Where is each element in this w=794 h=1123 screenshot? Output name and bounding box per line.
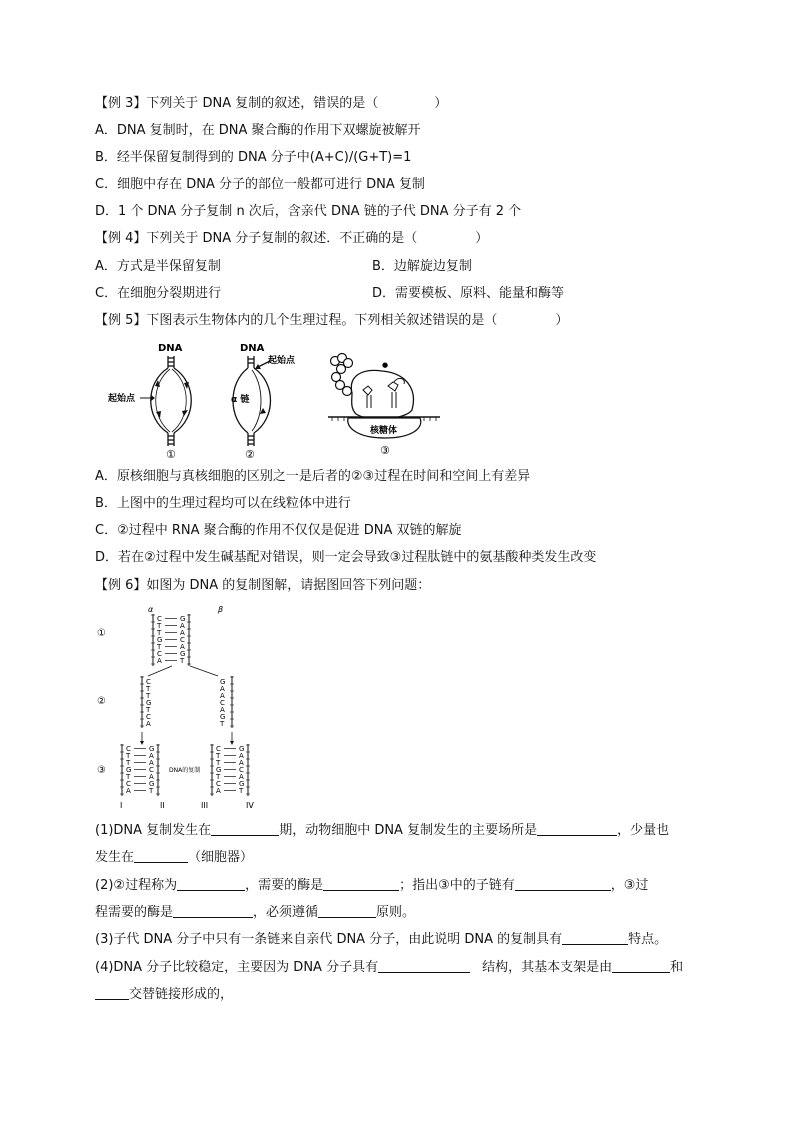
ex6-q1-blank-2[interactable] bbox=[537, 821, 617, 836]
ex5-origin-label-1: 起始点 bbox=[108, 394, 136, 404]
ex6-q3-blank-1[interactable] bbox=[562, 930, 628, 945]
ex3-title: 【例 3】下列关于 DNA 复制的叙述，错误的是（ bbox=[95, 96, 379, 111]
ex6-step-2: ② bbox=[97, 696, 106, 707]
ex6-q3-text-a: (3)子代 DNA 分子中只有一条链来自亲代 DNA 分子，由此说明 DNA 的复制具有 bbox=[95, 932, 563, 947]
ex6-caption: DNA的复制 bbox=[169, 767, 201, 774]
separated-left-base: C bbox=[146, 713, 151, 721]
ex6-q4-text-d: 交替链接形成的， bbox=[129, 987, 234, 1002]
ex5-ribosome-label: 核糖体 bbox=[370, 426, 398, 436]
ex6-dna-replication-figure bbox=[92, 600, 282, 810]
ex5-dna-label-1: DNA bbox=[158, 343, 183, 354]
daughter-1-left-base: G bbox=[126, 766, 132, 774]
ex5-num-1: ① bbox=[166, 448, 176, 458]
daughter-1-right-base: T bbox=[149, 787, 154, 795]
separated-right-base: C bbox=[220, 699, 225, 707]
separated-right-base: A bbox=[220, 692, 225, 700]
separated-left-base: C bbox=[146, 678, 151, 686]
ex6-chain-iii: III bbox=[201, 801, 209, 810]
ex6-q4-line1 bbox=[95, 958, 683, 978]
separated-left-base: A bbox=[146, 720, 151, 728]
separated-right-base: T bbox=[220, 720, 225, 728]
daughter-1-left-base: C bbox=[126, 745, 131, 753]
ex6-q2-text-c: ；指出③中的子链有 bbox=[399, 878, 515, 893]
ex6-chain-ii: II bbox=[160, 801, 165, 810]
parent-right-base: C bbox=[180, 636, 185, 644]
ex5-dna-label-2: DNA bbox=[240, 343, 265, 354]
daughter-2-left-base: G bbox=[216, 766, 222, 774]
separated-right-base: G bbox=[220, 678, 226, 686]
ex6-q4-blank-2[interactable] bbox=[612, 958, 670, 973]
daughter-2-left-base: A bbox=[216, 787, 221, 795]
ex5-option-d: D．若在②过程中发生碱基配对错误，则一定会导致③过程肽链中的氨基酸种类发生改变 bbox=[95, 550, 597, 565]
daughter-2-right-base: T bbox=[239, 787, 244, 795]
daughter-1-left-base: A bbox=[126, 787, 131, 795]
separated-left-base: T bbox=[146, 706, 151, 714]
daughter-2-left-base: C bbox=[216, 780, 221, 788]
daughter-2-right-base: C bbox=[239, 766, 244, 774]
ex6-step-1: ① bbox=[97, 628, 106, 639]
ex6-alpha-label: α bbox=[148, 605, 154, 614]
ex6-chain-iv: IV bbox=[246, 801, 254, 810]
ex4-option-b: B．边解旋边复制 bbox=[372, 259, 472, 274]
ex5-question bbox=[95, 311, 568, 331]
ex6-q4-text-a: (4)DNA 分子比较稳定，主要因为 DNA 分子具有 bbox=[95, 960, 379, 975]
ex6-q2-text-g: 原则。 bbox=[376, 905, 416, 920]
ex5-option-b: B．上图中的生理过程均可以在线粒体中进行 bbox=[95, 496, 351, 511]
ex4-option-c: C．在细胞分裂期进行 bbox=[95, 286, 222, 301]
daughter-2-right-base: G bbox=[239, 780, 245, 788]
translation-diagram bbox=[328, 354, 440, 458]
ex6-q4-text-b: 结构，其基本支架是由 bbox=[482, 960, 613, 975]
ex6-q2-line2 bbox=[95, 903, 415, 923]
ex6-q2-text-e: 程需要的酶是 bbox=[95, 905, 174, 920]
ex6-beta-label: β bbox=[218, 605, 224, 614]
arrow-line bbox=[190, 666, 218, 676]
daughter-1-left-base: T bbox=[126, 759, 131, 767]
ex6-q1-blank-1[interactable] bbox=[211, 821, 279, 836]
ex5-origin-label-2: 起始点 bbox=[268, 356, 296, 366]
arrow-line bbox=[148, 666, 172, 676]
ex6-q1-blank-3[interactable] bbox=[134, 848, 188, 863]
ex3-question bbox=[95, 94, 447, 114]
ex6-q1-text-c: ，少量也 bbox=[617, 823, 670, 838]
separated-left-base: G bbox=[146, 699, 152, 707]
ex4-option-d: D．需要模板、原料、能量和酶等 bbox=[372, 286, 565, 301]
daughter-2-right-base: A bbox=[239, 759, 244, 767]
ex5-trna-letters: ● bbox=[382, 361, 389, 369]
daughter-2-right-base: A bbox=[239, 773, 244, 781]
ex5-option-a: A．原核细胞与真核细胞的区别之一是后者的②③过程在时间和空间上有差异 bbox=[95, 469, 531, 484]
ex5-option-c: C．②过程中 RNA 聚合酶的作用不仅仅是促进 DNA 双链的解旋 bbox=[95, 523, 462, 538]
ex3-option-a: A．DNA 复制时，在 DNA 聚合酶的作用下双螺旋被解开 bbox=[95, 123, 421, 138]
parent-right-base: T bbox=[180, 657, 185, 665]
daughter-2-right-base: A bbox=[239, 752, 244, 760]
daughter-1-right-base: C bbox=[149, 766, 154, 774]
daughter-1-right-base: A bbox=[149, 752, 154, 760]
ex6-q2-blank-3[interactable] bbox=[515, 876, 611, 891]
parent-left-base: T bbox=[157, 629, 162, 637]
separated-left-base: T bbox=[146, 692, 151, 700]
ex5-figure bbox=[100, 338, 460, 458]
ex6-q3-text-b: 特点。 bbox=[628, 932, 668, 947]
daughter-1-right-base: G bbox=[149, 780, 155, 788]
transcription-diagram bbox=[231, 343, 296, 458]
daughter-1-left-base: T bbox=[126, 752, 131, 760]
ex6-q1-line2 bbox=[95, 848, 253, 868]
parent-right-base: A bbox=[180, 643, 185, 651]
ex4-option-a: A．方式是半保留复制 bbox=[95, 259, 221, 274]
daughter-2-left-base: C bbox=[216, 745, 221, 753]
separated-right-base: G bbox=[220, 713, 226, 721]
ex6-q1-text-e: （细胞器） bbox=[188, 850, 254, 865]
daughter-1-right-base: A bbox=[149, 773, 154, 781]
daughter-2-left-base: T bbox=[216, 752, 221, 760]
ex4-paren-close: ） bbox=[475, 231, 489, 246]
ex6-q2-text-d: ，③过 bbox=[610, 878, 649, 893]
parent-left-base: C bbox=[157, 615, 162, 623]
ex6-q1-text-b: 期，动物细胞中 DNA 复制发生的主要场所是 bbox=[279, 823, 538, 838]
parent-left-base: T bbox=[157, 643, 162, 651]
separated-right-base: A bbox=[220, 685, 225, 693]
ex5-num-3: ③ bbox=[380, 444, 390, 457]
ex6-q1-text-d: 发生在 bbox=[95, 850, 135, 865]
ex3-paren-close: ） bbox=[434, 96, 448, 111]
daughter-2-right-base: G bbox=[239, 745, 245, 753]
arrowhead bbox=[230, 741, 234, 745]
ex6-q1-line1 bbox=[95, 821, 669, 841]
ex6-question: 【例 6】如图为 DNA 的复制图解，请据图回答下列问题： bbox=[95, 578, 431, 593]
parent-left-base: A bbox=[157, 657, 162, 665]
ex6-q2-blank-4[interactable] bbox=[173, 903, 253, 918]
dna-replication-diagram bbox=[108, 343, 191, 458]
parent-right-base: A bbox=[180, 622, 185, 630]
ex6-step-3: ③ bbox=[97, 765, 106, 776]
daughter-2-left-base: T bbox=[216, 773, 221, 781]
ex6-q4-blank-3[interactable] bbox=[95, 985, 129, 1000]
ex4-question bbox=[95, 229, 488, 249]
ex4-title: 【例 4】下列关于 DNA 分子复制的叙述．不正确的是（ bbox=[95, 231, 418, 246]
ex6-q1-text-a: (1)DNA 复制发生在 bbox=[95, 823, 212, 838]
ex3-option-b: B．经半保留复制得到的 DNA 分子中(A+C)/(G+T)=1 bbox=[95, 150, 412, 165]
ex3-option-d: D．1 个 DNA 分子复制 n 次后，含亲代 DNA 链的子代 DNA 分子有 2 个 bbox=[95, 204, 522, 219]
parent-left-base: C bbox=[157, 650, 162, 658]
ex5-paren-close: ） bbox=[555, 313, 569, 328]
ex6-q2-text-a: (2)②过程称为 bbox=[95, 878, 178, 893]
ex6-q2-blank-1[interactable] bbox=[177, 876, 245, 891]
daughter-2-left-base: T bbox=[216, 759, 221, 767]
parent-right-base: A bbox=[180, 629, 185, 637]
separated-left-base: T bbox=[146, 685, 151, 693]
ex6-q4-text-c: 和 bbox=[670, 960, 684, 975]
ex6-q2-blank-5[interactable] bbox=[318, 903, 376, 918]
ex5-num-2: ② bbox=[245, 448, 255, 458]
ex6-chain-i: I bbox=[120, 801, 123, 810]
daughter-1-right-base: G bbox=[149, 745, 155, 753]
ex5-title: 【例 5】下图表示生物体内的几个生理过程。下列相关叙述错误的是（ bbox=[95, 313, 498, 328]
separated-right-base: A bbox=[220, 706, 225, 714]
daughter-1-left-base: T bbox=[126, 773, 131, 781]
parent-left-base: G bbox=[157, 636, 163, 644]
parent-left-base: T bbox=[157, 622, 162, 630]
ex5-alpha-chain-label: α 链 bbox=[231, 395, 250, 405]
parent-right-base: G bbox=[180, 650, 186, 658]
ex6-q2-text-f: ，必须遵循 bbox=[253, 905, 319, 920]
ex6-q3-line bbox=[95, 930, 667, 950]
daughter-1-left-base: C bbox=[126, 780, 131, 788]
ex6-q4-line2 bbox=[95, 985, 233, 1005]
ex6-q2-line1 bbox=[95, 876, 648, 896]
ex6-q2-blank-2[interactable] bbox=[323, 876, 399, 891]
ex6-q4-blank-1[interactable] bbox=[378, 958, 470, 973]
ex3-option-c: C．细胞中存在 DNA 分子的部位一般都可进行 DNA 复制 bbox=[95, 177, 425, 192]
ex6-q2-text-b: ，需要的酶是 bbox=[245, 878, 324, 893]
arrowhead bbox=[140, 741, 144, 745]
daughter-1-right-base: A bbox=[149, 759, 154, 767]
parent-right-base: G bbox=[180, 615, 186, 623]
